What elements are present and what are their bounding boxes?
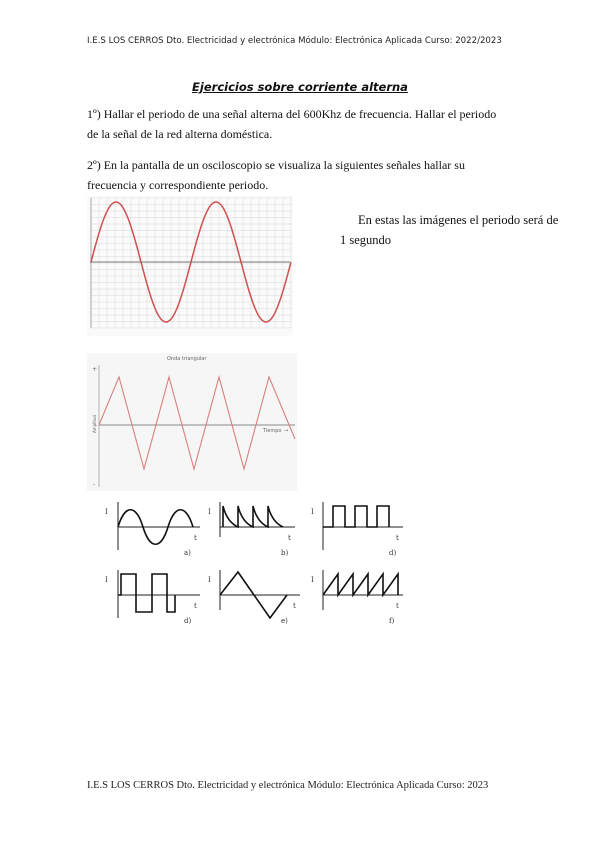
waveform-c [311, 502, 403, 557]
waveform-a-t-label: t [194, 534, 197, 542]
waveform-a-i-label: I [105, 508, 108, 516]
waveform-d-line [118, 574, 175, 612]
waveform-b-line [223, 506, 283, 527]
triangle-x-label: Tiempo [263, 428, 282, 434]
waveform-f-t-label: t [396, 602, 399, 610]
triangle-x-arrow: → [284, 428, 289, 434]
waveform-d [105, 570, 200, 625]
waveform-c-caption: d) [389, 549, 397, 557]
waveform-f-i-label: I [311, 576, 314, 584]
triangle-minus-sign: - [93, 481, 96, 488]
waveform-a [105, 502, 200, 557]
sine-wave-figure [87, 196, 293, 336]
waveform-c-i-label: I [311, 508, 314, 516]
small-waveforms [105, 500, 420, 630]
page-header: I.E.S LOS CERROS Dto. Electricidad y electrónica Módulo: Electrónica Aplicada Curso: 2022/2023 [87, 36, 502, 46]
waveform-e [208, 570, 300, 625]
waveform-d-i-label: I [105, 576, 108, 584]
period-note-line-2: 1 segundo [340, 233, 392, 247]
waveform-d-t-label: t [194, 602, 197, 610]
waveform-c-line [323, 506, 389, 527]
waveform-b [208, 502, 295, 557]
waveform-b-t-label: t [288, 534, 291, 542]
waveform-b-caption: b) [281, 549, 289, 557]
page-title: Ejercicios sobre corriente alterna [192, 80, 408, 94]
triangle-chart-title: Onda triangular [167, 356, 207, 362]
triangle-wave-figure [87, 353, 297, 491]
waveform-f-line [323, 574, 398, 595]
period-note [340, 210, 590, 250]
waveform-b-i-label: I [208, 508, 211, 516]
exercise-1: 1º) Hallar el periodo de una señal alterna del 600Khz de frecuencia. Hallar el periodo de la señal de la red alterna doméstica. [87, 107, 497, 141]
waveform-a-caption: a) [184, 549, 191, 557]
waveform-f [311, 570, 403, 625]
triangle-plus-sign: + [92, 366, 98, 373]
exercise-2: 2º) En la pantalla de un osciloscopio se visualiza la siguientes señales hallar su frecuencia y correspondiente periodo. [87, 158, 465, 192]
page-footer: I.E.S LOS CERROS Dto. Electricidad y electrónica Módulo: Electrónica Aplicada Curso: 2023 [87, 780, 489, 791]
waveform-f-caption: f) [389, 617, 395, 625]
triangle-y-label: Amplitud [92, 414, 97, 433]
waveform-e-i-label: I [208, 576, 211, 584]
waveform-c-t-label: t [396, 534, 399, 542]
waveform-d-caption: d) [184, 617, 192, 625]
waveform-e-t-label: t [293, 602, 296, 610]
period-note-line-1: En estas las imágenes el periodo será de [358, 213, 559, 227]
waveform-e-caption: e) [281, 617, 288, 625]
